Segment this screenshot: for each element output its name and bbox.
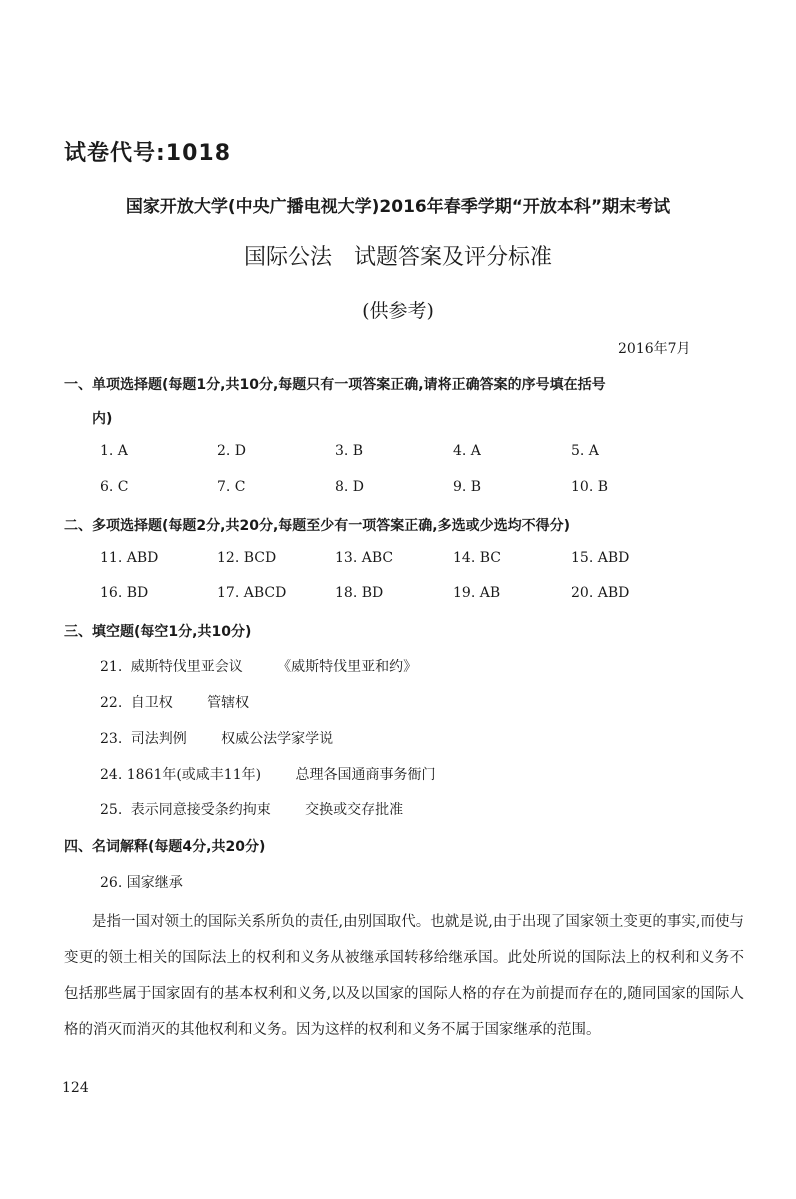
answer-item: 2. D xyxy=(217,443,247,459)
fill-answer-a: 自卫权 xyxy=(130,695,173,711)
answer-item: 4. A xyxy=(453,443,481,459)
fill-answer-b: 权威公法学家学说 xyxy=(221,731,334,747)
fill-answer-a: 表示同意接受条约拘束 xyxy=(130,802,271,818)
answer-item: 14. BC xyxy=(453,550,501,566)
fill-answer-a: 威斯特伐里亚会议 xyxy=(130,659,243,675)
answer-item: 15. ABD xyxy=(571,550,630,566)
answer-item: 20. ABD xyxy=(571,585,630,601)
answer-item: 6. C xyxy=(100,479,129,495)
answer-item: 13. ABC xyxy=(335,550,394,566)
section2-heading: 二、多项选择题(每题2分,共20分,每题至少有一项答案正确,多选或少选均不得分) xyxy=(64,518,570,534)
course-title: 国际公法 试题答案及评分标准 xyxy=(243,245,552,270)
answer-item: 7. C xyxy=(217,479,246,495)
fill-item xyxy=(100,799,403,819)
section4-heading: 四、名词解释(每题4分,共20分) xyxy=(64,839,266,855)
answer-item: 3. B xyxy=(335,443,364,459)
answer-item: 9. B xyxy=(453,479,482,495)
answer-item: 11. ABD xyxy=(100,550,159,566)
section3-heading: 三、填空题(每空1分,共10分) xyxy=(64,624,252,640)
term-title: 26. 国家继承 xyxy=(100,875,183,891)
section1-heading-cont: 内) xyxy=(92,411,113,427)
fill-item xyxy=(100,692,249,712)
fill-item xyxy=(100,656,417,676)
fill-number: 25. xyxy=(100,802,123,818)
answer-item: 8. D xyxy=(335,479,365,495)
fill-item xyxy=(100,764,436,784)
answer-item: 5. A xyxy=(571,443,599,459)
fill-answer-b: 《威斯特伐里亚和约》 xyxy=(277,659,418,675)
section1-heading: 一、单项选择题(每题1分,共10分,每题只有一项答案正确,请将正确答案的序号填在括号 xyxy=(64,377,606,393)
answer-item: 10. B xyxy=(571,479,609,495)
exam-title: 国家开放大学(中央广播电视大学)2016年春季学期“开放本科”期末考试 xyxy=(125,197,671,217)
answer-item: 16. BD xyxy=(100,585,149,601)
answer-item: 18. BD xyxy=(335,585,384,601)
fill-answer-a: 司法判例 xyxy=(130,731,187,747)
page-number: 124 xyxy=(62,1080,89,1096)
exam-date: 2016年7月 xyxy=(618,341,691,357)
fill-answer-b: 交换或交存批准 xyxy=(305,802,404,818)
fill-item xyxy=(100,728,333,748)
fill-number: 21. xyxy=(100,659,123,675)
fill-number: 22. xyxy=(100,695,123,711)
fill-number: 23. xyxy=(100,731,123,747)
answer-item: 12. BCD xyxy=(217,550,277,566)
fill-answer-a: 1861年(或咸丰11年) xyxy=(126,767,262,783)
answer-item: 1. A xyxy=(100,443,128,459)
fill-number: 24. xyxy=(100,767,123,783)
paper-code: 试卷代号:1018 xyxy=(64,141,232,166)
fill-answer-b: 管辖权 xyxy=(207,695,250,711)
reference-note: (供参考) xyxy=(362,300,434,322)
answer-item: 17. ABCD xyxy=(217,585,287,601)
fill-answer-b: 总理各国通商事务衙门 xyxy=(295,767,436,783)
term-definition: 是指一国对领土的国际关系所负的责任,由别国取代。也就是说,由于出现了国家领土变更的事实,而使与变更的领土相关的国际法上的权利和义务从被继承国转移给继承国。此处所说的国际法上的权利和义务不包括那些属于国家固有的基本权利和义务,以及以国家的国际人格的存在为前提而存在的,随同国家的国际人格的消灭而消灭的其他权利和义务。因为这样的权利和义务不属于国家继承的范围。 xyxy=(64,914,744,1038)
answer-item: 19. AB xyxy=(453,585,501,601)
